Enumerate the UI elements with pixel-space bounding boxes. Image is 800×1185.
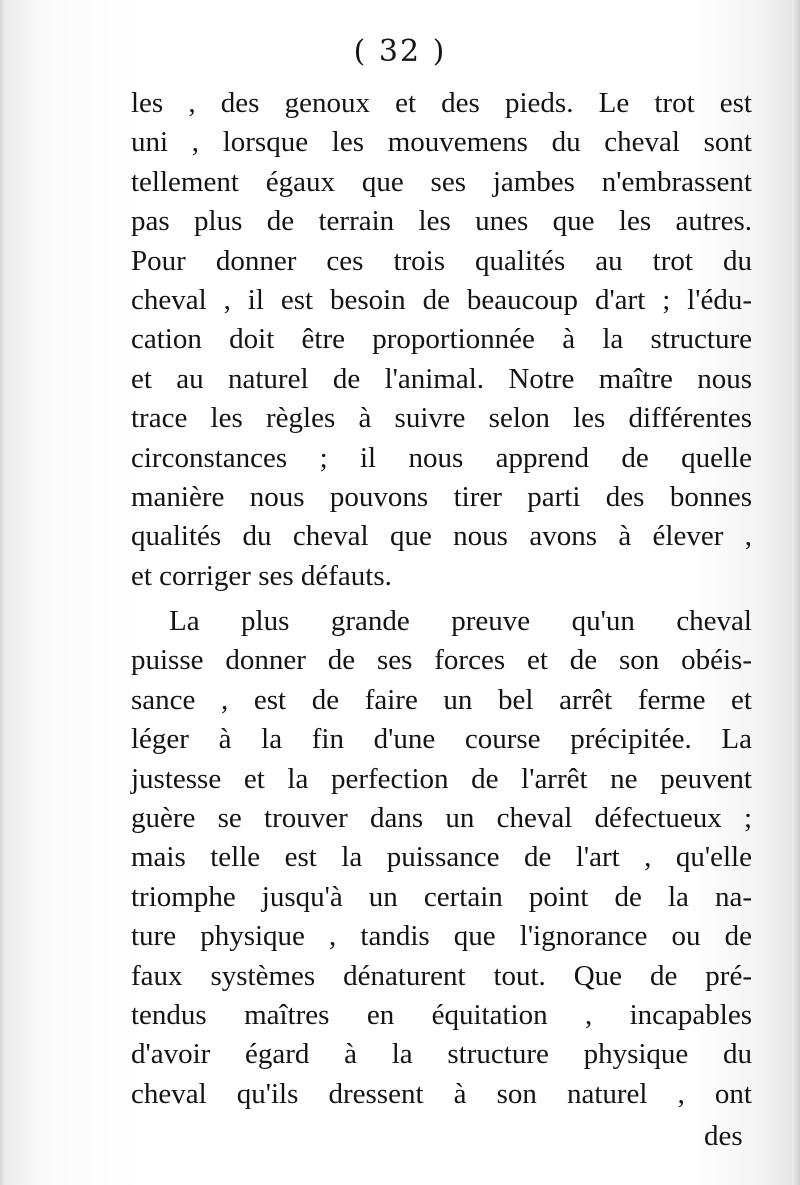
page-right-edge <box>792 0 800 1185</box>
text-line: et au naturel de l'animal. Notre maître nous <box>131 362 752 395</box>
text-line: tellement égaux que ses jambes n'embrassent <box>131 165 752 198</box>
text-line: Pour donner ces trois qualités au trot du <box>131 244 752 277</box>
text-line: manière nous pouvons tirer parti des bonnes <box>131 480 752 513</box>
page-number: ( 32 ) <box>353 34 447 69</box>
text-line: d'avoir égard à la structure physique du <box>131 1038 752 1071</box>
text-line: circonstances ; il nous apprend de quelle <box>131 441 752 474</box>
text-line: cheval qu'ils dressent à son naturel , ont <box>131 1077 752 1110</box>
text-line: pas plus de terrain les unes que les autres. <box>131 205 752 238</box>
text-line: léger à la fin d'une course précipitée. La <box>131 723 752 756</box>
text-line: uni , lorsque les mouvemens du cheval sont <box>131 126 752 159</box>
text-line: faux systèmes dénaturent tout. Que de pré- <box>131 959 752 992</box>
text-line: et corriger ses défauts. <box>131 559 392 592</box>
text-line: qualités du cheval que nous avons à élever , <box>131 520 752 553</box>
text-line: mais telle est la puissance de l'art , qu'elle <box>131 841 752 874</box>
text-line: cation doit être proportionnée à la structure <box>131 323 752 356</box>
paragraph-1 <box>131 84 752 596</box>
text-line: ture physique , tandis que l'ignorance ou de <box>131 920 752 953</box>
text-line: cheval , il est besoin de beaucoup d'art ; l'édu- <box>131 283 752 316</box>
text-line: La plus grande preuve qu'un cheval <box>169 605 752 638</box>
text-line: triomphe jusqu'à un certain point de la na- <box>131 880 752 913</box>
paragraph-2 <box>131 602 752 1114</box>
text-line: sance , est de faire un bel arrêt ferme et <box>131 683 752 716</box>
page-left-edge <box>0 0 6 1185</box>
catchword: des <box>704 1120 743 1152</box>
text-line: tendus maîtres en équitation , incapables <box>131 998 752 1031</box>
text-line: les , des genoux et des pieds. Le trot est <box>131 87 752 119</box>
text-line: puisse donner de ses forces et de son obéis- <box>131 644 752 677</box>
text-line: guère se trouver dans un cheval défectueux ; <box>131 802 752 835</box>
body-text <box>131 84 752 1114</box>
text-line: justesse et la perfection de l'arrêt ne peuvent <box>131 762 752 795</box>
text-line: trace les règles à suivre selon les différentes <box>131 402 752 435</box>
